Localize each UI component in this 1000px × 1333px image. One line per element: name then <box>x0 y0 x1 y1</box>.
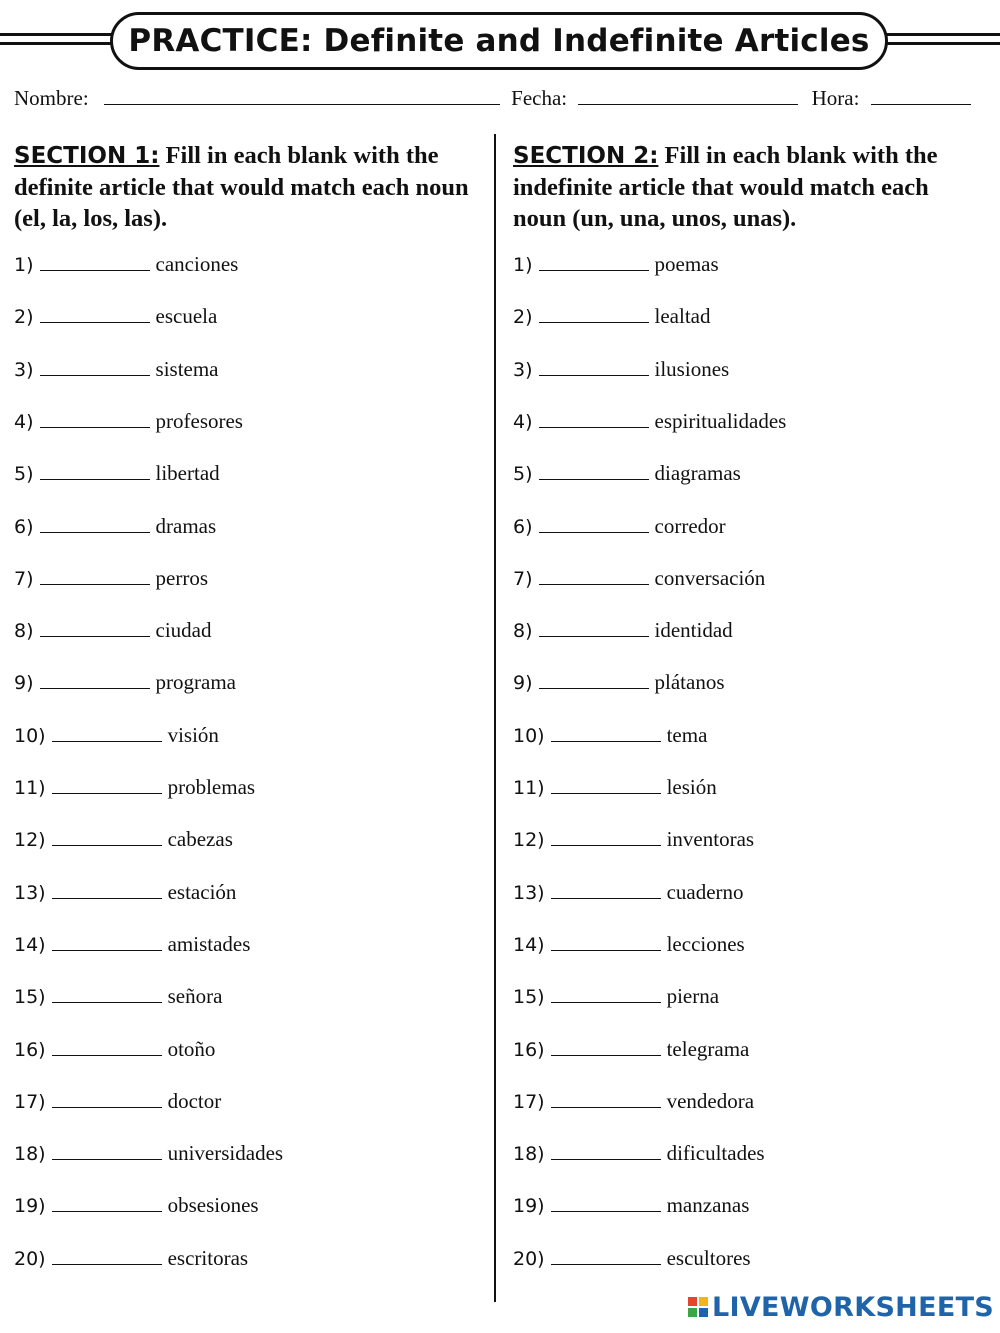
logo-blocks-icon <box>688 1297 708 1317</box>
list-item <box>513 461 741 491</box>
noun-word: escritoras <box>167 1245 249 1270</box>
title-pill <box>110 12 888 70</box>
item-number: 9) <box>513 672 533 695</box>
list-item <box>513 723 707 753</box>
answer-blank[interactable] <box>539 672 649 689</box>
item-number: 13) <box>14 881 46 904</box>
list-item <box>14 357 219 387</box>
list-item <box>513 775 717 805</box>
noun-word: dificultades <box>666 1141 765 1166</box>
noun-word: escuela <box>155 304 218 329</box>
logo-block <box>699 1308 708 1317</box>
title-banner <box>0 12 1000 70</box>
noun-word: vendedora <box>666 1088 755 1113</box>
list-item <box>513 566 765 596</box>
list-item <box>513 618 733 648</box>
item-number: 15) <box>14 986 46 1009</box>
noun-word: señora <box>167 984 223 1009</box>
list-item <box>14 670 236 700</box>
answer-blank[interactable] <box>551 725 661 742</box>
item-number: 18) <box>513 1143 545 1166</box>
item-number: 17) <box>513 1090 545 1113</box>
noun-word: telegrama <box>666 1036 750 1061</box>
noun-word: profesores <box>155 408 243 433</box>
answer-blank[interactable] <box>52 1143 162 1160</box>
section-2-label: SECTION 2: <box>513 143 659 169</box>
title-rule-right <box>884 42 1000 45</box>
noun-word: escultores <box>666 1245 751 1270</box>
item-number: 11) <box>14 777 46 799</box>
item-number: 3) <box>513 358 533 381</box>
fecha-label: Fecha: <box>511 86 568 110</box>
item-number: 4) <box>14 410 34 433</box>
list-item <box>14 409 243 439</box>
list-item <box>513 1037 749 1067</box>
answer-blank[interactable] <box>539 620 649 637</box>
item-number: 9) <box>14 672 34 695</box>
answer-blank[interactable] <box>40 306 150 323</box>
logo-block <box>688 1297 697 1306</box>
noun-word: programa <box>155 670 236 695</box>
answer-blank[interactable] <box>539 463 649 480</box>
list-item <box>14 880 236 910</box>
list-item <box>14 932 250 962</box>
item-number: 15) <box>513 986 545 1009</box>
answer-blank[interactable] <box>40 411 150 428</box>
answer-blank[interactable] <box>52 1091 162 1108</box>
list-item <box>14 461 220 491</box>
item-number: 20) <box>14 1247 46 1270</box>
list-item <box>14 566 208 596</box>
noun-word: manzanas <box>666 1193 750 1218</box>
item-number: 11) <box>513 777 545 799</box>
noun-word: visión <box>167 722 219 747</box>
answer-blank[interactable] <box>539 516 649 533</box>
noun-word: amistades <box>167 931 251 956</box>
answer-blank[interactable] <box>539 306 649 323</box>
noun-word: doctor <box>167 1088 222 1113</box>
noun-word: lealtad <box>654 304 711 329</box>
answer-blank[interactable] <box>40 516 150 533</box>
noun-word: conversación <box>654 565 766 590</box>
noun-word: sistema <box>155 356 219 381</box>
hora-field[interactable] <box>871 86 971 105</box>
answer-blank[interactable] <box>539 254 649 271</box>
noun-word: libertad <box>155 461 220 486</box>
item-number: 17) <box>14 1090 46 1113</box>
answer-blank[interactable] <box>539 359 649 376</box>
noun-word: otoño <box>167 1036 216 1061</box>
nombre-field[interactable] <box>104 86 500 105</box>
answer-blank[interactable] <box>539 411 649 428</box>
noun-word: tema <box>666 722 708 747</box>
list-item <box>513 304 710 334</box>
list-item <box>513 1141 765 1171</box>
noun-word: inventoras <box>666 827 755 852</box>
list-item <box>513 252 719 282</box>
item-number: 2) <box>14 306 34 329</box>
title-rule-left <box>0 42 118 45</box>
noun-word: perros <box>155 565 208 590</box>
answer-blank[interactable] <box>40 620 150 637</box>
item-number: 14) <box>513 933 545 956</box>
answer-blank[interactable] <box>40 568 150 585</box>
section-2-instructions: Fill in each blank with the indefinite article that would match each noun (un, una, unos, unas). <box>513 142 938 232</box>
item-number: 1) <box>513 254 533 276</box>
hora-label: Hora: <box>811 86 860 110</box>
noun-word: dramas <box>155 513 217 538</box>
answer-blank[interactable] <box>40 463 150 480</box>
item-number: 10) <box>513 724 545 747</box>
answer-blank[interactable] <box>52 777 162 794</box>
item-number: 10) <box>14 724 46 747</box>
liveworksheets-logo <box>688 1290 994 1324</box>
list-item <box>14 775 255 805</box>
item-number: 16) <box>513 1038 545 1061</box>
list-item <box>14 514 216 544</box>
list-item <box>513 880 744 910</box>
noun-word: corredor <box>654 513 726 538</box>
list-item <box>14 1246 248 1276</box>
page-title: PRACTICE: Definite and Indefinite Articles <box>128 23 870 59</box>
noun-word: universidades <box>167 1141 284 1166</box>
item-number: 8) <box>14 620 34 643</box>
answer-blank[interactable] <box>551 986 661 1003</box>
answer-blank[interactable] <box>551 882 661 899</box>
noun-word: cabezas <box>167 827 233 852</box>
item-number: 1) <box>14 254 34 276</box>
list-item <box>513 357 729 387</box>
noun-word: poemas <box>654 252 719 276</box>
section-2 <box>513 140 985 1270</box>
answer-blank[interactable] <box>551 1143 661 1160</box>
title-rule-right <box>884 33 1000 36</box>
noun-word: obsesiones <box>167 1193 259 1218</box>
item-number: 19) <box>513 1195 545 1218</box>
student-info-line <box>14 86 986 111</box>
answer-blank[interactable] <box>551 1248 661 1265</box>
answer-blank[interactable] <box>551 829 661 846</box>
list-item <box>513 827 754 857</box>
item-number: 12) <box>14 829 46 852</box>
logo-block <box>699 1297 708 1306</box>
list-item <box>14 1141 283 1171</box>
logo-text: LIVEWORKSHEETS <box>712 1291 995 1323</box>
noun-word: canciones <box>155 252 239 276</box>
section-1-heading <box>14 140 486 234</box>
list-item <box>14 252 238 282</box>
answer-blank[interactable] <box>52 1039 162 1056</box>
answer-blank[interactable] <box>551 1195 661 1212</box>
item-number: 20) <box>513 1247 545 1270</box>
section-1-instructions: Fill in each blank with the definite article that would match each noun (el, la, los, las). <box>14 142 469 232</box>
list-item <box>14 827 233 857</box>
logo-block <box>688 1308 697 1317</box>
noun-word: pierna <box>666 984 720 1009</box>
answer-blank[interactable] <box>52 725 162 742</box>
item-number: 18) <box>14 1143 46 1166</box>
noun-word: lecciones <box>666 931 745 956</box>
list-item <box>513 984 719 1014</box>
answer-blank[interactable] <box>52 934 162 951</box>
fecha-field[interactable] <box>578 86 798 105</box>
answer-blank[interactable] <box>52 1248 162 1265</box>
noun-word: identidad <box>654 618 733 643</box>
item-number: 14) <box>14 933 46 956</box>
list-item <box>513 1089 754 1119</box>
list-item <box>513 670 725 700</box>
answer-blank[interactable] <box>52 829 162 846</box>
section-1 <box>14 140 486 1270</box>
nombre-label: Nombre: <box>14 86 89 110</box>
title-rule-left <box>0 33 118 36</box>
list-item <box>513 409 786 439</box>
section-1-label: SECTION 1: <box>14 143 160 169</box>
list-item <box>14 1037 215 1067</box>
list-item <box>14 723 219 753</box>
list-item <box>513 932 745 962</box>
list-item <box>14 1089 221 1119</box>
list-item <box>513 1246 751 1276</box>
list-item <box>14 984 222 1014</box>
answer-blank[interactable] <box>551 1039 661 1056</box>
item-number: 5) <box>513 463 533 486</box>
list-item <box>14 1193 259 1223</box>
noun-word: lesión <box>666 775 717 799</box>
noun-word: estación <box>167 879 237 904</box>
item-number: 13) <box>513 881 545 904</box>
answer-blank[interactable] <box>539 568 649 585</box>
answer-blank[interactable] <box>40 254 150 271</box>
list-item <box>513 514 726 544</box>
noun-word: cuaderno <box>666 879 744 904</box>
answer-blank[interactable] <box>40 359 150 376</box>
answer-blank[interactable] <box>52 1195 162 1212</box>
answer-blank[interactable] <box>551 934 661 951</box>
noun-word: espiritualidades <box>654 408 787 433</box>
list-item <box>14 618 212 648</box>
item-number: 6) <box>14 515 34 538</box>
item-number: 19) <box>14 1195 46 1218</box>
item-number: 16) <box>14 1038 46 1061</box>
item-number: 4) <box>513 410 533 433</box>
noun-word: ilusiones <box>654 356 730 381</box>
noun-word: plátanos <box>654 670 725 695</box>
item-number: 6) <box>513 515 533 538</box>
list-item <box>14 304 217 334</box>
item-number: 2) <box>513 306 533 329</box>
item-number: 7) <box>513 567 533 590</box>
answer-blank[interactable] <box>40 672 150 689</box>
noun-word: ciudad <box>155 618 212 643</box>
noun-word: diagramas <box>654 461 741 486</box>
item-number: 3) <box>14 358 34 381</box>
answer-blank[interactable] <box>551 777 661 794</box>
item-number: 5) <box>14 463 34 486</box>
item-number: 12) <box>513 829 545 852</box>
list-item <box>513 1193 749 1223</box>
answer-blank[interactable] <box>551 1091 661 1108</box>
item-number: 7) <box>14 567 34 590</box>
noun-word: problemas <box>167 775 256 799</box>
section-2-heading <box>513 140 985 234</box>
column-divider <box>494 134 496 1302</box>
answer-blank[interactable] <box>52 986 162 1003</box>
item-number: 8) <box>513 620 533 643</box>
answer-blank[interactable] <box>52 882 162 899</box>
